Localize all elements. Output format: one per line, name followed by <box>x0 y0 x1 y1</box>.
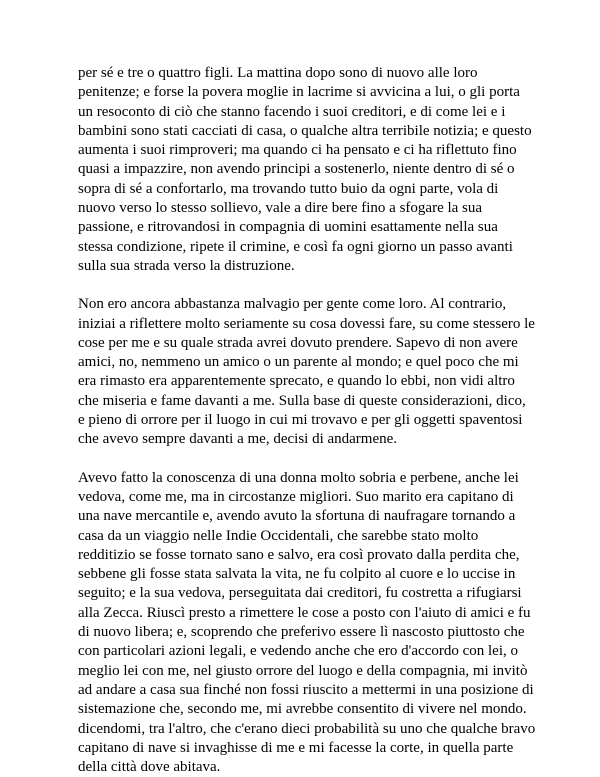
paragraph-1: per sé e tre o quattro figli. La mattina dopo sono di nuovo alle loro penitenze; e forse la povera moglie in lacrime si avvicina a lui, o gli porta un resoconto di ciò che stanno facendo i suoi creditori, e di come lei e i bambini sono stati cacciati di casa, o qualche altra terribile notizia; e questo aumenta i suoi rimproveri; ma quando ci ha pensato e ci ha riflettuto fino quasi a impazzire, non avendo principi a sostenerlo, niente dentro di sé o sopra di sé a confortarlo, ma trovando tutto buio da ogni parte, vola di nuovo verso lo stesso sollievo, vale a dire bere fino a sfogare la sua passione, e ritrovandosi in compagnia di uomini esattamente nella sua stessa condizione, ripete il crimine, e così fa ogni giorno un passo avanti sulla sua strada verso la distruzione. <box>78 65 532 274</box>
body-text <box>78 64 536 777</box>
paragraph-2: Non ero ancora abbastanza malvagio per gente come loro. Al contrario, iniziai a riflettere molto seriamente su cosa dovessi fare, su come stessero le cose per me e su quale strada avrei dovuto prendere. Sapevo di non avere amici, no, nemmeno un amico o un parente al mondo; e quel poco che mi era rimasto era apparentemente sprecato, e quando lo ebbi, non vidi altro che miseria e fame davanti a me. Sulla base di queste considerazioni, dico, e pieno di orrore per il luogo in cui mi trovavo e per gli oggetti spaventosi che avevo sempre davanti a me, decisi di andarmene. <box>78 296 535 448</box>
paragraph-3: Avevo fatto la conoscenza di una donna molto sobria e perbene, anche lei vedova, come me, ma in circostanze migliori. Suo marito era capitano di una nave mercantile e, avendo avuto la sfortuna di naufragare tornando a casa da un viaggio nelle Indie Occidentali, che sarebbe stato molto redditizio se fosse tornato sano e salvo, era così provato dalla perdita che, sebbene gli fosse stata salvata la vita, ne fu colpito al cuore e lo uccise in seguito; e la sua vedova, perseguitata dai creditori, fu costretta a rifugiarsi alla Zecca. Riuscì presto a rimettere le cose a posto con l'aiuto di amici e fu di nuovo libera; e, scoprendo che preferivo essere lì nascosto piuttosto che con particolari azioni legali, e vedendo anche che ero d'accordo con lei, o meglio lei con me, nel giusto orrore del luogo e della compagnia, mi invitò ad andare a casa sua finché non fossi riuscito a mettermi in una posizione di sistemazione che, secondo me, mi avrebbe consentito di vivere nel mondo. dicendomi, tra l'altro, che c'erano dieci probabilità su uno che qualche bravo capitano di nave si invaghisse di me e mi facesse la corte, in quella parte della città dove abitava. <box>78 469 536 776</box>
